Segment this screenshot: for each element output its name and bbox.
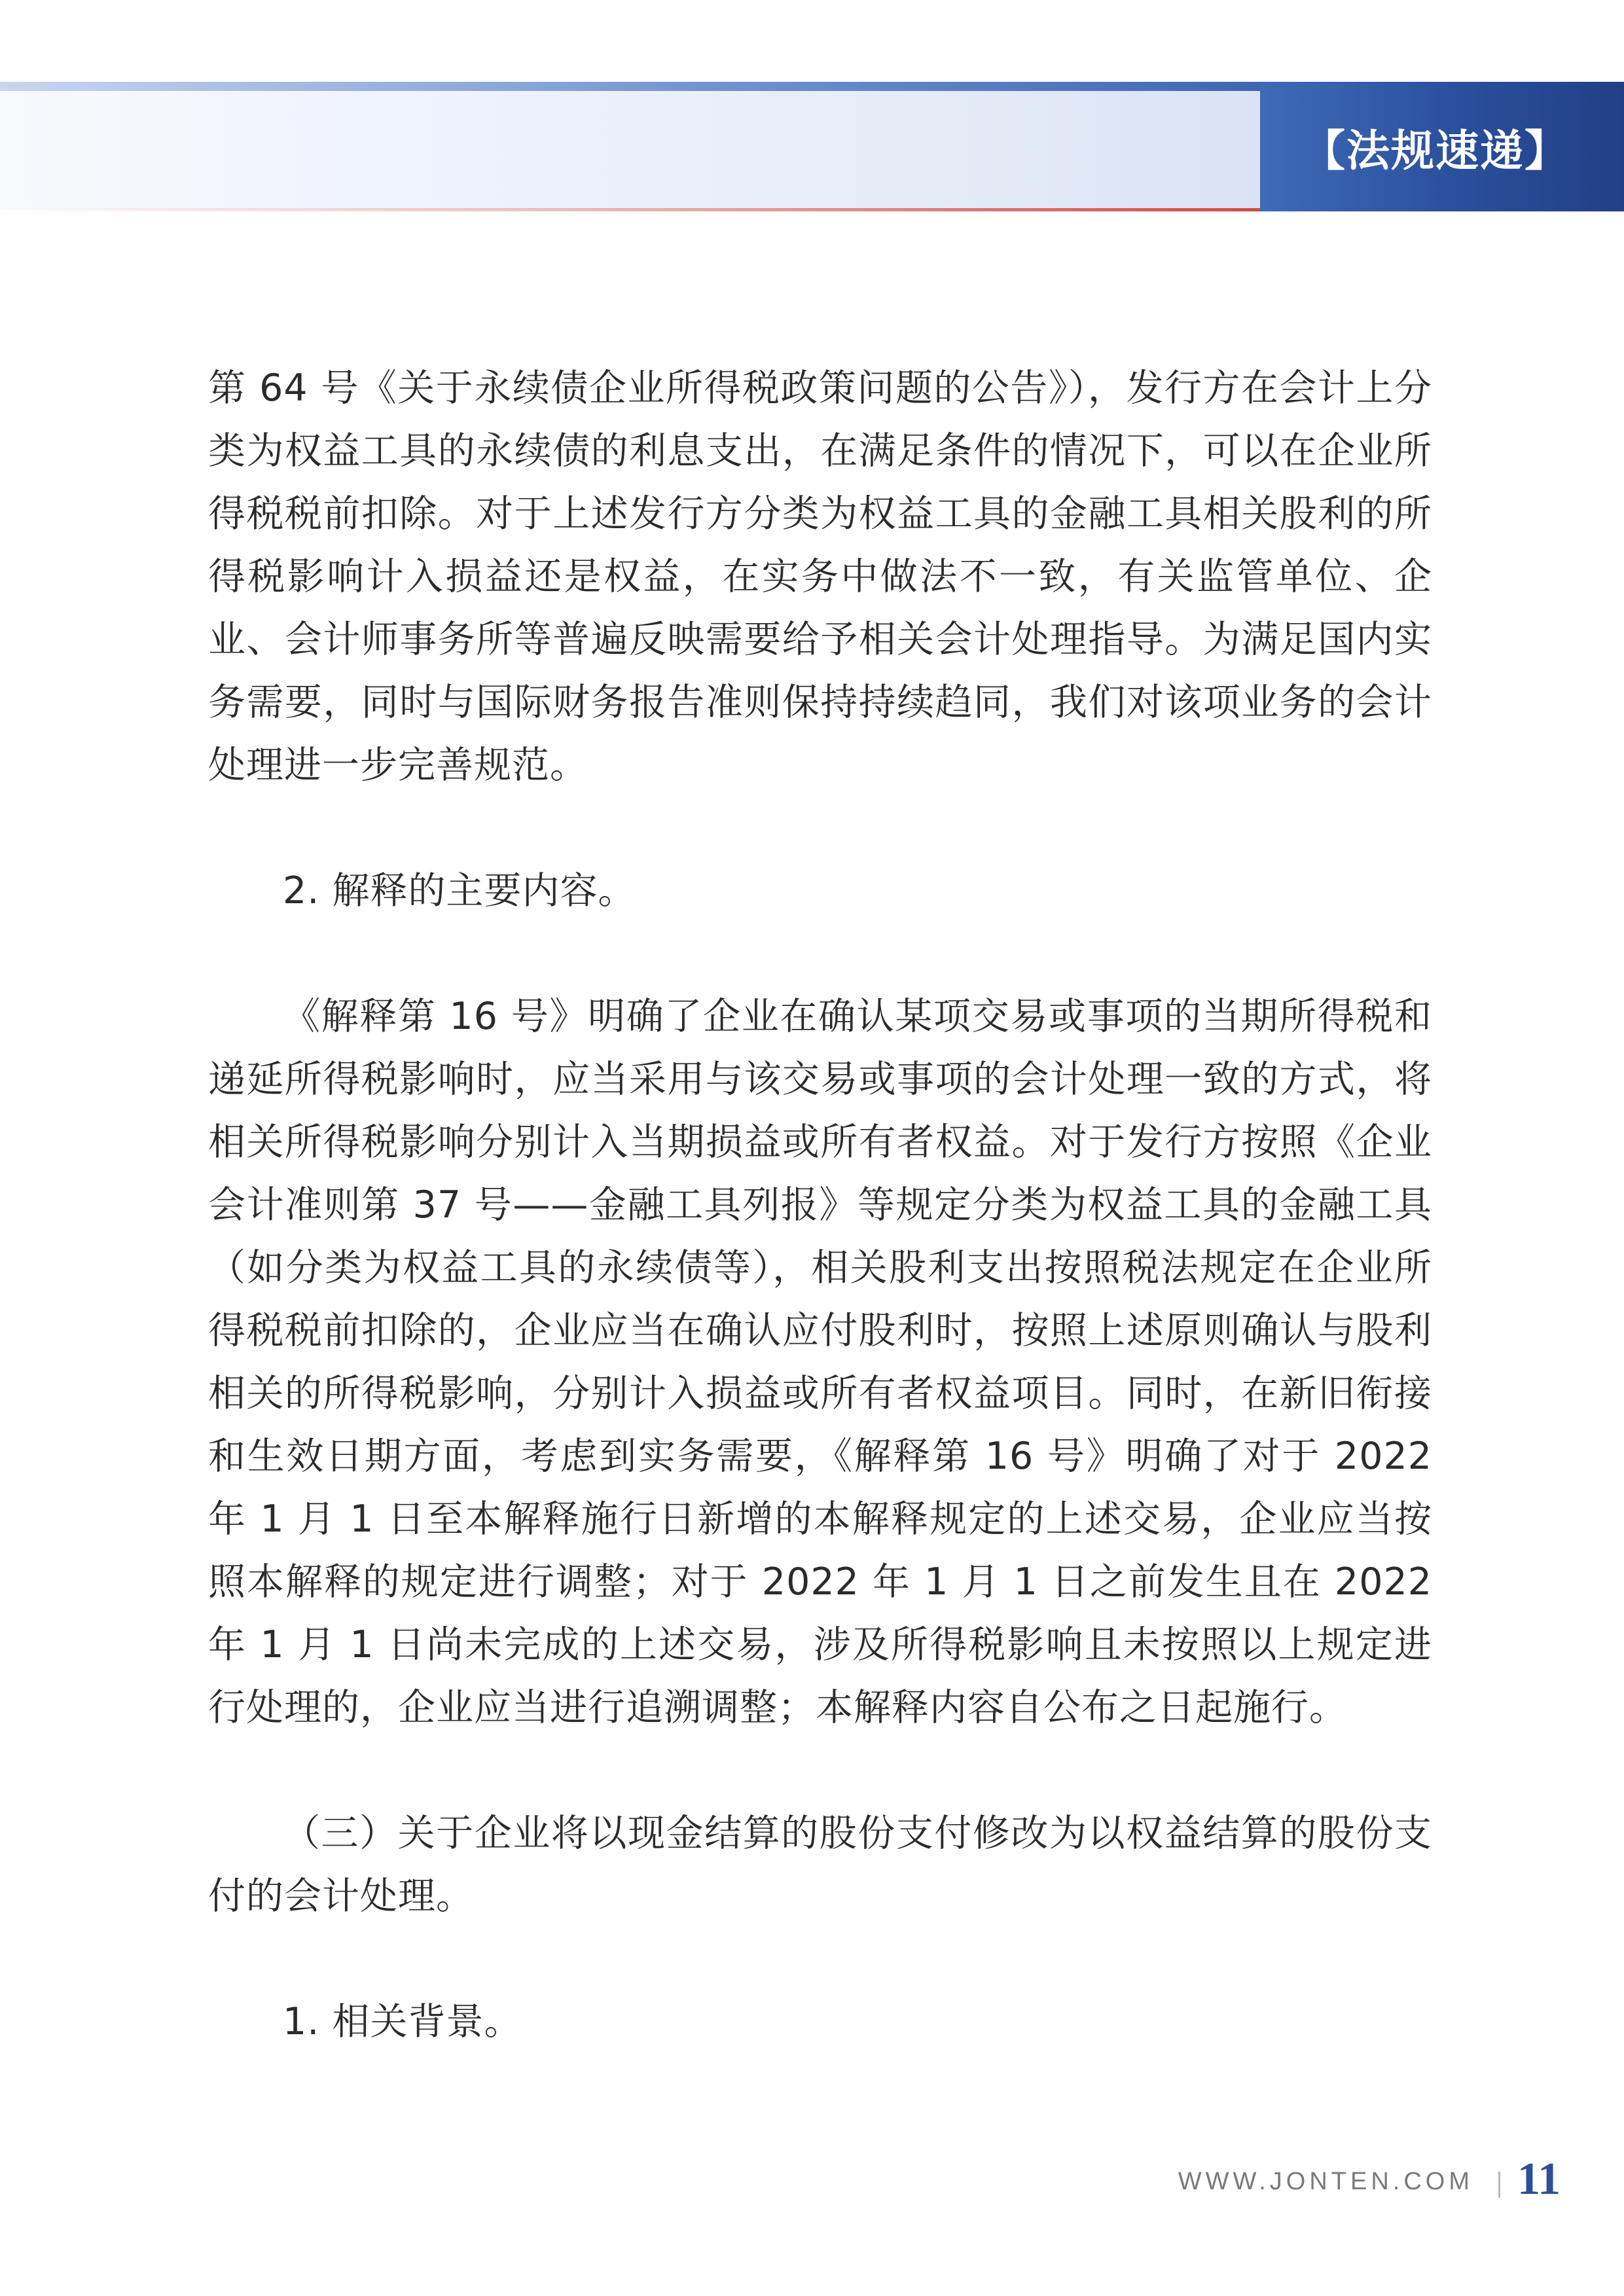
header-top-line	[0, 82, 1260, 91]
footer-website: WWW.JONTEN.COM	[1178, 2168, 1473, 2195]
page-number: 11	[1517, 2154, 1561, 2204]
header-band	[0, 82, 1260, 209]
footer-divider	[1498, 2172, 1500, 2198]
paragraph: 《解释第 16 号》明确了企业在确认某项交易或事项的当期所得税和递延所得税影响时，应当采用与该交易或事项的会计处理一致的方式，将相关所得税影响分别计入当期损益或所有者权益。对于发行方按照《企业会计准则第 37 号——金融工具列报》等规定分类为权益工具的金融工具（如分类为权益工具的永续债等），相关股利支出按照税法规定在企业所得税税前扣除的，企业应当在确认应付股利时，按照上述原则确认与股利相关的所得税影响，分别计入损益或所有者权益项目。同时，在新旧衔接和生效日期方面，考虑到实务需要，《解释第 16 号》明确了对于 2022 年 1 月 1 日至本解释施行日新增的本解释规定的上述交易，企业应当按照本解释的规定进行调整；对于 2022 年 1 月 1 日之前发生且在 2022 年 1 月 1 日尚未完成的上述交易，涉及所得税影响且未按照以上规定进行处理的，企业应当进行追溯调整；本解释内容自公布之日起施行。	[208, 995, 1432, 1729]
paragraph: （三）关于企业将以现金结算的股份支付修改为以权益结算的股份支付的会计处理。	[208, 1812, 1432, 1918]
section-tab	[1260, 82, 1624, 211]
paragraph: 第 64 号《关于永续债企业所得税政策问题的公告》），发行方在会计上分类为权益工具的永续债的利息支出，在满足条件的情况下，可以在企业所得税税前扣除。对于上述发行方分类为权益工具的金融工具相关股利的所得税影响计入损益还是权益，在实务中做法不一致，有关监管单位、企业、会计师事务所等普遍反映需要给予相关会计处理指导。为满足国内实务需要，同时与国际财务报告准则保持持续趋同，我们对该项业务的会计处理进一步完善规范。	[208, 367, 1432, 787]
section-label: 【法规速递】	[1302, 124, 1569, 176]
header-accent-line	[0, 208, 1260, 211]
paragraph: 2. 解释的主要内容。	[283, 869, 636, 912]
article-body	[208, 357, 1432, 2053]
paragraph: 1. 相关背景。	[283, 2000, 522, 2043]
